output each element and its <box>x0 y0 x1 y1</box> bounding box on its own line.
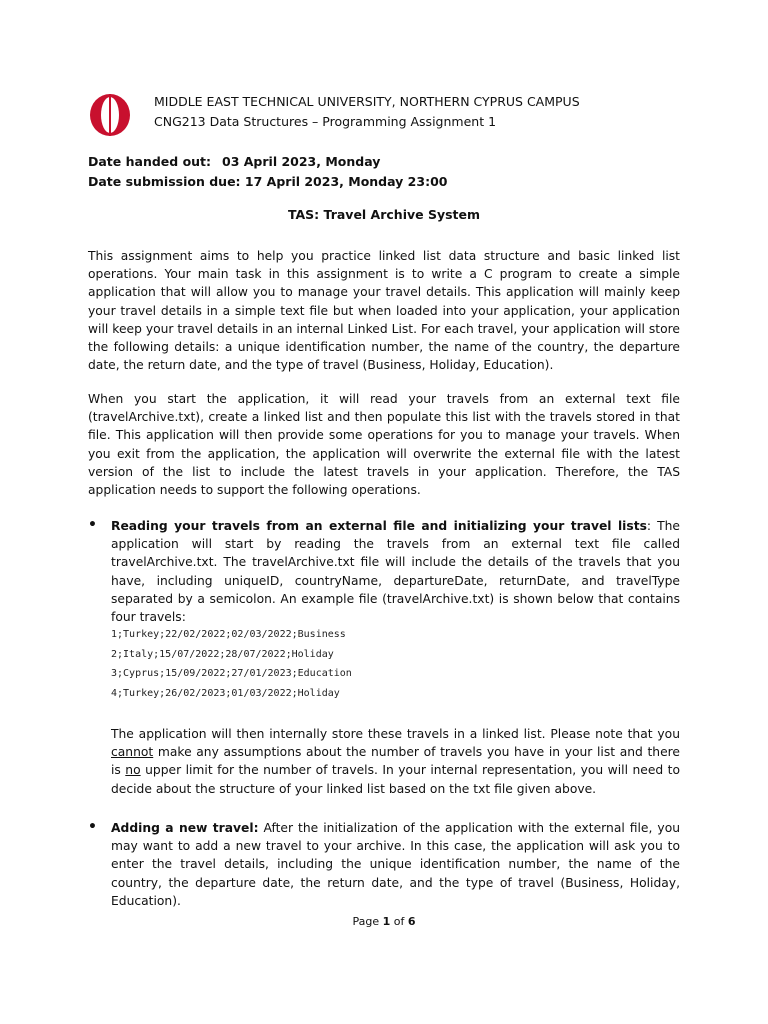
adding-text: After the initialization of the application with the external file, you may want to add a new travel to your archive. In this case, the application will ask you to enter the travel details, including the unique identification number, the name of the country, the departure date, the return date, and the type of travel (Business, Holiday, Education). <box>111 821 681 908</box>
code-line: 3;Cyprus;15/09/2022;27/01/2023;Education <box>111 668 352 679</box>
example-file-code <box>111 625 352 703</box>
page-word: Page <box>352 915 380 928</box>
internal-store-text-2: make any assumptions about the number of travels you have in your list and there is <box>111 745 680 778</box>
due-label: Date submission due: <box>88 174 241 189</box>
assignment-title: TAS: Travel Archive System <box>287 207 481 222</box>
course-title: CNG213 Data Structures – Programming Assignment 1 <box>154 114 497 129</box>
bullet-icon: • <box>88 819 97 835</box>
page-footer <box>0 915 768 928</box>
code-line: 1;Turkey;22/02/2022;02/03/2022;Business <box>111 629 346 640</box>
page-total: 6 <box>407 915 416 928</box>
adding-heading: Adding a new travel: <box>111 821 259 835</box>
internal-store-text-3: upper limit for the number of travels. In your internal representation, you will need to decide about the structure of your linked list based on the txt file given above. <box>111 763 680 796</box>
page-number: 1 <box>382 915 391 928</box>
start-paragraph: When you start the application, it will read your travels from an external text file (travelArchive.txt), create a linked list and then populate this list with the travels stored in that file. This application will then provide some operations for you to manage your travels. When you exit from the application, the application will overwrite the external file with the latest version of the list to include the latest travels in your application. Therefore, the TAS application needs to support the following operations. <box>88 392 680 498</box>
reading-heading: Reading your travels from an external file and initializing your travel lists <box>111 519 647 533</box>
intro-paragraph: This assignment aims to help you practice linked list data structure and basic linked list operations. Your main task in this assignment is to write a C program to create a simple application that will allow you to manage your travel details. This application will mainly keep your travel details in a simple text file but when loaded into your application, your application will keep your travel details in an internal Linked List. For each travel, your application will store the following details: a unique identification number, the name of the country, the departure date, the return date, and the type of travel (Business, Holiday, Education). <box>88 249 680 373</box>
handed-out-label: Date handed out: <box>88 154 212 169</box>
due-value: 17 April 2023, Monday 23:00 <box>244 174 448 189</box>
handed-out-row <box>88 152 447 172</box>
adding-bullet <box>111 819 680 910</box>
code-line: 4;Turkey;26/02/2023;01/03/2022;Holiday <box>111 687 340 699</box>
handed-out-value: 03 April 2023, Monday <box>222 154 381 169</box>
underlined-no: no <box>125 763 141 778</box>
internal-store-paragraph <box>111 725 680 798</box>
reading-text: : The application will start by reading the travels from an external text file called travelArchive.txt. The travelArchive.txt file will include the details of the travels that you have, including uniqueID, countryName, departureDate, returnDate, and travelType separated by a semicolon. An example file (travelArchive.txt) is shown below that contains four travels: <box>111 519 680 625</box>
due-row <box>88 172 447 192</box>
code-line: 2;Italy;15/07/2022;28/07/2022;Holiday <box>111 648 334 660</box>
university-name: MIDDLE EAST TECHNICAL UNIVERSITY, NORTHERN CYPRUS CAMPUS <box>154 94 580 109</box>
date-block <box>88 152 447 192</box>
underlined-cannot: cannot <box>111 745 154 760</box>
of-word: of <box>393 915 405 928</box>
metu-logo <box>88 93 132 137</box>
internal-store-text-1: The application will then internally store these travels in a linked list. Please note that you <box>111 727 680 741</box>
reading-bullet <box>111 517 680 626</box>
bullet-icon: • <box>88 517 97 533</box>
